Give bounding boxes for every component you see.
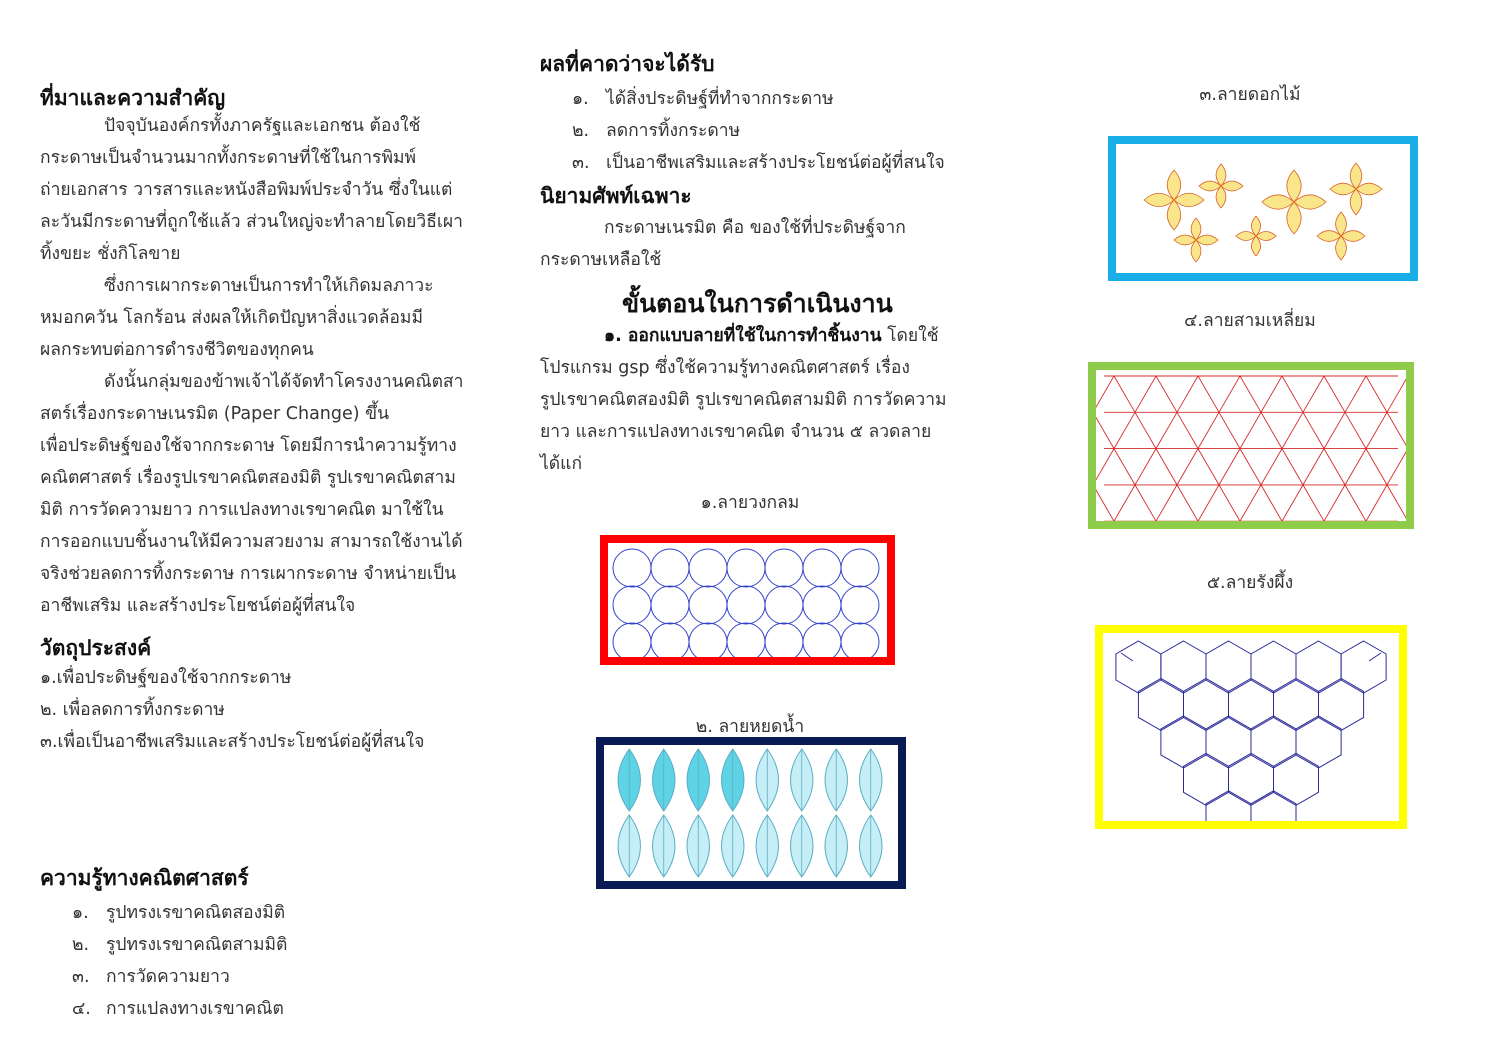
flower-shape: [1317, 212, 1365, 260]
triangle-edge: [1261, 412, 1282, 448]
pattern4-caption: ๔.ลายสามเหลี่ยม: [1184, 311, 1316, 331]
flower-petal: [1199, 181, 1221, 191]
triangle-edge: [1156, 376, 1177, 412]
honeycomb-cell: [1296, 641, 1341, 693]
flower-petal: [1256, 232, 1276, 241]
expected-item: ๒. ลดการทิ้งกระดาษ: [572, 121, 741, 141]
math-item: ๔. การแปลงทางเรขาคณิต: [72, 999, 284, 1019]
paragraph-line: อาชีพเสริม และสร้างประโยชน์ต่อผู้ที่สนใจ: [40, 596, 356, 616]
triangle-edge: [1240, 412, 1261, 448]
flower-petal: [1216, 164, 1226, 186]
honeycomb-cell: [1206, 791, 1251, 821]
honeycomb-cell: [1274, 753, 1319, 805]
paragraph-line: สตร์เรื่องกระดาษเนรมิต (Paper Change) ขึ้น: [40, 404, 390, 424]
math-heading: ความรู้ทางคณิตศาสตร์: [40, 866, 249, 890]
flower-petal: [1287, 170, 1301, 202]
triangle-edge: [1219, 485, 1240, 521]
paragraph-line: ละวันมีกระดาษที่ถูกใช้แล้ว ส่วนใหญ่จะทำลายโดยวิธีเผา: [40, 212, 463, 232]
flower-petal: [1191, 240, 1201, 262]
flower-petal: [1174, 193, 1204, 207]
circle-shape: [765, 549, 803, 587]
triangle-edge: [1303, 412, 1324, 448]
flower-pattern-figure: [1108, 136, 1418, 281]
math-item: ๒. รูปทรงเรขาคณิตสามมิติ: [72, 935, 288, 955]
triangle-edge: [1282, 485, 1303, 521]
triangle-edge: [1303, 449, 1324, 485]
triangle-edge: [1219, 412, 1240, 448]
flower-petal: [1262, 195, 1294, 209]
triangle-edge: [1156, 449, 1177, 485]
triangle-edge: [1114, 412, 1135, 448]
math-item: ๓. การวัดความยาว: [72, 967, 230, 987]
circle-shape: [841, 623, 879, 657]
honeycomb-cell: [1206, 641, 1251, 693]
flower-petal: [1356, 183, 1382, 195]
circle-shape: [651, 549, 689, 587]
triangle-edge: [1156, 412, 1177, 448]
triangle-edge: [1282, 412, 1303, 448]
flower-petal: [1294, 195, 1326, 209]
circle-shape: [803, 586, 841, 624]
circle-pattern-drawing: [608, 543, 887, 657]
circle-shape: [651, 623, 689, 657]
triangle-edge: [1114, 376, 1135, 412]
triangle-edge: [1387, 412, 1406, 448]
paragraph-line: ดังนั้นกลุ่มของข้าพเจ้าได้จัดทำโครงงานคณิตสา: [104, 372, 464, 392]
expected-item: ๓. เป็นอาชีพเสริมและสร้างประโยชน์ต่อผู้ที่สนใจ: [572, 153, 945, 173]
drop-pattern-figure: [596, 737, 906, 889]
flower-petal: [1144, 193, 1174, 207]
triangle-pattern-drawing: [1096, 370, 1406, 521]
flower-pattern-drawing: [1116, 144, 1410, 273]
honeycomb-cell: [1206, 716, 1251, 768]
flower-petal: [1191, 218, 1201, 240]
expected-heading: ผลที่คาดว่าจะได้รับ: [540, 52, 715, 76]
circle-shape: [727, 586, 765, 624]
honeycomb-cell: [1138, 678, 1183, 730]
triangle-edge: [1198, 376, 1219, 412]
paragraph-line: หมอกควัน โลกร้อน ส่งผลให้เกิดปัญหาสิ่งแวดล้อมมี: [40, 308, 424, 328]
flower-petal: [1196, 235, 1218, 245]
circle-shape: [613, 623, 651, 657]
flower-petal: [1287, 202, 1301, 234]
flower-petal: [1252, 236, 1261, 256]
triangle-pattern-figure: [1088, 362, 1414, 529]
circle-shape: [727, 623, 765, 657]
honeycomb-cell: [1116, 641, 1161, 693]
pattern1-caption: ๑.ลายวงกลม: [700, 493, 800, 513]
triangle-edge: [1324, 412, 1345, 448]
triangle-edge: [1177, 449, 1198, 485]
definition-line: กระดาษเนรมิต คือ ของใช้ที่ประดิษฐ์จาก: [604, 218, 906, 238]
circle-shape: [613, 586, 651, 624]
circle-shape: [689, 549, 727, 587]
triangle-edge: [1177, 376, 1198, 412]
definition-line: กระดาษเหลือใช้: [540, 250, 662, 270]
paragraph-line: ปัจจุบันองค์กรทั้งภาครัฐและเอกชน ต้องใช้: [104, 116, 421, 136]
flower-shape: [1330, 163, 1382, 215]
triangle-edge: [1324, 485, 1345, 521]
circle-shape: [613, 549, 651, 587]
triangle-edge: [1282, 376, 1303, 412]
circle-shape: [841, 586, 879, 624]
triangle-edge: [1198, 485, 1219, 521]
honeycomb-cell: [1251, 791, 1296, 821]
objective-item: ๒. เพื่อลดการทิ้งกระดาษ: [40, 700, 225, 720]
triangle-edge: [1345, 449, 1366, 485]
paragraph-line: กระดาษเป็นจำนวนมากทั้งกระดาษที่ใช้ในการพิมพ์: [40, 148, 417, 168]
triangle-edge: [1219, 449, 1240, 485]
honeycomb-cell: [1184, 753, 1229, 805]
circle-shape: [841, 549, 879, 587]
definitions-heading: นิยามศัพท์เฉพาะ: [540, 184, 692, 208]
expected-item: ๑. ได้สิ่งประดิษฐ์ที่ทำจากกระดาษ: [572, 89, 834, 109]
triangle-edge: [1135, 412, 1156, 448]
objective-item: ๑.เพื่อประดิษฐ์ของใช้จากกระดาษ: [40, 668, 292, 688]
flower-petal: [1341, 231, 1365, 242]
circle-shape: [689, 623, 727, 657]
flower-shape: [1236, 216, 1276, 256]
objectives-heading: วัตถุประสงค์: [40, 636, 152, 660]
circle-pattern-figure: [600, 535, 895, 665]
triangle-edge: [1324, 376, 1345, 412]
triangle-edge: [1387, 485, 1406, 521]
flower-petal: [1336, 212, 1347, 236]
triangle-edge: [1387, 376, 1406, 412]
flower-petal: [1216, 186, 1226, 208]
triangle-edge: [1303, 376, 1324, 412]
pattern3-caption: ๓.ลายดอกไม้: [1199, 85, 1301, 105]
circle-shape: [689, 586, 727, 624]
honeycomb-cell: [1251, 716, 1296, 768]
pattern5-caption: ๕.ลายรังผึ้ง: [1206, 573, 1294, 593]
triangle-edge: [1366, 376, 1387, 412]
honeycomb-cell: [1161, 716, 1206, 768]
triangle-edge: [1324, 449, 1345, 485]
honeycomb-cell: [1161, 641, 1206, 693]
paragraph-line: ถ่ายเอกสาร วารสารและหนังสือพิมพ์ประจำวัน ซึ่งในแต่: [40, 180, 453, 200]
paragraph-line: การออกแบบชิ้นงานให้มีความสวยงาม สามารถใช้งานได้: [40, 532, 463, 552]
honeycomb-edge: [1369, 653, 1381, 661]
flower-petal: [1252, 216, 1261, 236]
paragraph-line: จริงช่วยลดการทิ้งกระดาษ การเผากระดาษ จำหน่ายเป็น: [40, 564, 457, 584]
flower-petal: [1167, 200, 1181, 230]
paragraph-line: เพื่อประดิษฐ์ของใช้จากกระดาษ โดยมีการนำความรู้ทาง: [40, 436, 457, 456]
triangle-edge: [1261, 449, 1282, 485]
procedure-step1-title: ๑. ออกแบบลายที่ใช้ในการทำชิ้นงาน: [604, 326, 882, 346]
triangle-edge: [1366, 485, 1387, 521]
honeycomb-pattern-figure: [1095, 625, 1407, 829]
triangle-edge: [1135, 376, 1156, 412]
paragraph-line: มิติ การวัดความยาว การแปลงทางเรขาคณิต มาใช้ใน: [40, 500, 444, 520]
triangle-edge: [1240, 449, 1261, 485]
triangle-edge: [1096, 376, 1114, 412]
honeycomb-cell: [1229, 678, 1274, 730]
honeycomb-cell: [1341, 641, 1386, 693]
triangle-edge: [1177, 485, 1198, 521]
paragraph-line: ผลกระทบต่อการดำรงชีวิตของทุกคน: [40, 340, 314, 360]
triangle-edge: [1198, 449, 1219, 485]
triangle-edge: [1261, 376, 1282, 412]
triangle-edge: [1345, 485, 1366, 521]
flower-petal: [1350, 163, 1362, 189]
honeycomb-cell: [1319, 678, 1364, 730]
circle-shape: [765, 586, 803, 624]
flower-petal: [1236, 232, 1256, 241]
flower-shape: [1174, 218, 1218, 262]
procedure-heading: ขั้นตอนในการดำเนินงาน: [622, 289, 893, 318]
flower-petal: [1350, 189, 1362, 215]
flower-petal: [1221, 181, 1243, 191]
honeycomb-cell: [1296, 716, 1341, 768]
math-item: ๑. รูปทรงเรขาคณิตสองมิติ: [72, 903, 286, 923]
procedure-line: โปรแกรม gsp ซึ่งใช้ความรู้ทางคณิตศาสตร์ เรื่อง: [540, 358, 910, 378]
honeycomb-cell: [1251, 641, 1296, 693]
drop-pattern-drawing: [604, 745, 898, 881]
circle-shape: [803, 549, 841, 587]
triangle-edge: [1114, 485, 1135, 521]
honeycomb-pattern-drawing: [1103, 633, 1399, 821]
flower-petal: [1336, 236, 1347, 260]
honeycomb-cell: [1184, 678, 1229, 730]
procedure-step1: ๑. ออกแบบลายที่ใช้ในการทำชิ้นงาน โดยใช้: [604, 326, 939, 346]
triangle-edge: [1156, 485, 1177, 521]
honeycomb-edge: [1121, 653, 1133, 661]
flower-shape: [1199, 164, 1243, 208]
objective-item: ๓.เพื่อเป็นอาชีพเสริมและสร้างประโยชน์ต่อผู้ที่สนใจ: [40, 732, 425, 752]
triangle-edge: [1219, 376, 1240, 412]
triangle-edge: [1240, 485, 1261, 521]
triangle-edge: [1198, 412, 1219, 448]
flower-petal: [1174, 235, 1196, 245]
procedure-line: ยาว และการแปลงทางเรขาคณิต จำนวน ๕ ลวดลาย: [540, 422, 932, 442]
triangle-edge: [1366, 412, 1387, 448]
paragraph-line: ทิ้งขยะ ชั่งกิโลขาย: [40, 244, 181, 264]
circle-shape: [727, 549, 765, 587]
circle-shape: [651, 586, 689, 624]
triangle-edge: [1387, 449, 1406, 485]
triangle-edge: [1096, 485, 1114, 521]
triangle-edge: [1177, 412, 1198, 448]
triangle-edge: [1135, 485, 1156, 521]
triangle-edge: [1096, 449, 1114, 485]
procedure-line: รูปเรขาคณิตสองมิติ รูปเรขาคณิตสามมิติ การวัดความ: [540, 390, 947, 410]
circle-shape: [803, 623, 841, 657]
pattern2-caption: ๒. ลายหยดน้ำ: [695, 717, 805, 737]
paragraph-line: คณิตศาสตร์ เรื่องรูปเรขาคณิตสองมิติ รูปเรขาคณิตสาม: [40, 468, 456, 488]
triangle-edge: [1240, 376, 1261, 412]
triangle-edge: [1114, 449, 1135, 485]
honeycomb-cell: [1274, 678, 1319, 730]
paragraph-line: ซึ่งการเผากระดาษเป็นการทำให้เกิดมลภาวะ: [104, 276, 434, 296]
background-heading: ที่มาและความสำคัญ: [40, 86, 226, 110]
triangle-edge: [1282, 449, 1303, 485]
circle-shape: [765, 623, 803, 657]
flower-shape: [1262, 170, 1326, 234]
triangle-edge: [1303, 485, 1324, 521]
flower-petal: [1317, 231, 1341, 242]
triangle-edge: [1135, 449, 1156, 485]
honeycomb-cell: [1229, 753, 1274, 805]
triangle-edge: [1096, 412, 1114, 448]
flower-petal: [1330, 183, 1356, 195]
triangle-edge: [1345, 412, 1366, 448]
triangle-edge: [1366, 449, 1387, 485]
procedure-line: ได้แก่: [540, 454, 583, 474]
flower-petal: [1167, 170, 1181, 200]
triangle-edge: [1345, 376, 1366, 412]
triangle-edge: [1261, 485, 1282, 521]
